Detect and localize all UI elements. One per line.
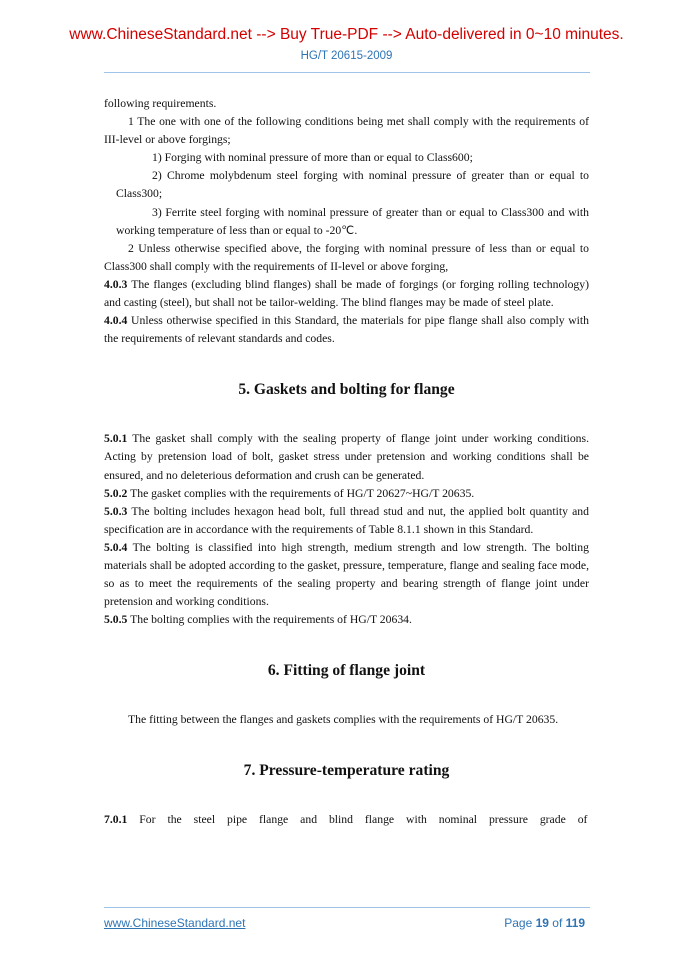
- clause-text: For the steel pipe flange and blind flange with nominal pressure grade of: [127, 813, 588, 827]
- footer-divider: [104, 907, 590, 908]
- clause-number: 5.0.2: [104, 486, 128, 500]
- section-heading-6: 6. Fitting of flange joint: [267, 662, 426, 680]
- list-item: 2) Chrome molybdenum steel forging with nominal pressure of greater than or equal to Class300;: [116, 169, 589, 201]
- clause-number: 5.0.5: [104, 613, 128, 627]
- paragraph: The fitting between the flanges and gaskets complies with the requirements of HG/T 20635.: [128, 713, 559, 727]
- clause-text: The bolting complies with the requirements of HG/T 20634.: [127, 613, 412, 627]
- clause-text: The bolting includes hexagon head bolt, full thread stud and nut, the applied bolt quantity and specification are in accordance with the requirements of Table 8.1.1 shown in this Standard.: [104, 504, 589, 536]
- page-indicator: [504, 916, 585, 930]
- clause-text: The gasket complies with the requirements of HG/T 20627~HG/T 20635.: [127, 486, 475, 500]
- clause-5-0-3: [104, 503, 589, 539]
- paragraph: 1 The one with one of the following conditions being met shall comply with the requirements of III-level or above forgings;: [104, 115, 589, 147]
- header-divider: [104, 72, 590, 73]
- list-item: 1) Forging with nominal pressure of more than or equal to Class600;: [152, 151, 473, 165]
- clause-number: 4.0.3: [104, 277, 128, 291]
- clause-text: The flanges (excluding blind flanges) shall be made of forgings (or forging rolling technology) and casting (steel), but shall not be tailor-welding. The blind flanges may be made of steel plate.: [104, 277, 589, 310]
- document-code: HG/T 20615-2009: [300, 50, 393, 62]
- page-of: of: [548, 916, 566, 930]
- clause-text: The gasket shall comply with the sealing property of flange joint under working conditions. Acting by pretension load of bolt, gasket stress under pretension and working conditions shall be ensured, and no deleterious deformation and crush can be generated.: [104, 432, 589, 482]
- clause-number: 4.0.4: [104, 314, 128, 328]
- paragraph: following requirements.: [104, 97, 217, 110]
- page-content: [104, 95, 589, 830]
- clause-4-0-3: [104, 276, 589, 312]
- clause-5-0-4: [104, 539, 589, 611]
- page-total: 119: [565, 916, 585, 930]
- paragraph: 2 Unless otherwise specified above, the forging with nominal pressure of less than or equal to Class300 shall comply with the requirements of II-level or above forging,: [104, 241, 589, 273]
- clause-5-0-2: [104, 485, 589, 503]
- clause-number: 5.0.1: [104, 432, 128, 446]
- clause-number: 5.0.4: [104, 540, 128, 554]
- footer-site-link[interactable]: www.ChineseStandard.net: [104, 916, 246, 930]
- top-banner-link[interactable]: www.ChineseStandard.net --> Buy True-PDF --> Auto-delivered in 0~10 minutes.: [69, 26, 624, 43]
- clause-4-0-4: [104, 312, 589, 348]
- clause-number: 7.0.1: [104, 813, 128, 827]
- clause-text: Unless otherwise specified in this Standard, the materials for pipe flange shall also comply with the requirements of relevant standards and codes.: [104, 314, 589, 346]
- clause-5-0-5: [104, 611, 589, 629]
- clause-5-0-1: [104, 430, 589, 484]
- clause-7-0-1: [104, 811, 589, 829]
- section-heading-5: 5. Gaskets and bolting for flange: [238, 381, 455, 399]
- clause-number: 5.0.3: [104, 504, 128, 518]
- page-prefix: Page: [504, 916, 536, 930]
- section-heading-7: 7. Pressure-temperature rating: [243, 762, 450, 780]
- page-current: 19: [535, 916, 549, 930]
- list-item: 3) Ferrite steel forging with nominal pressure of greater than or equal to Class300 and with working temperature of less than or equal to -20℃.: [116, 205, 589, 237]
- clause-text: The bolting is classified into high strength, medium strength and low strength. The bolting materials shall be adopted according to the gasket, pressure, temperature, flange and sealing face mode, so as to meet the requirements of the sealing property and bearing strength of flange joint under pretension and working conditions.: [104, 540, 589, 609]
